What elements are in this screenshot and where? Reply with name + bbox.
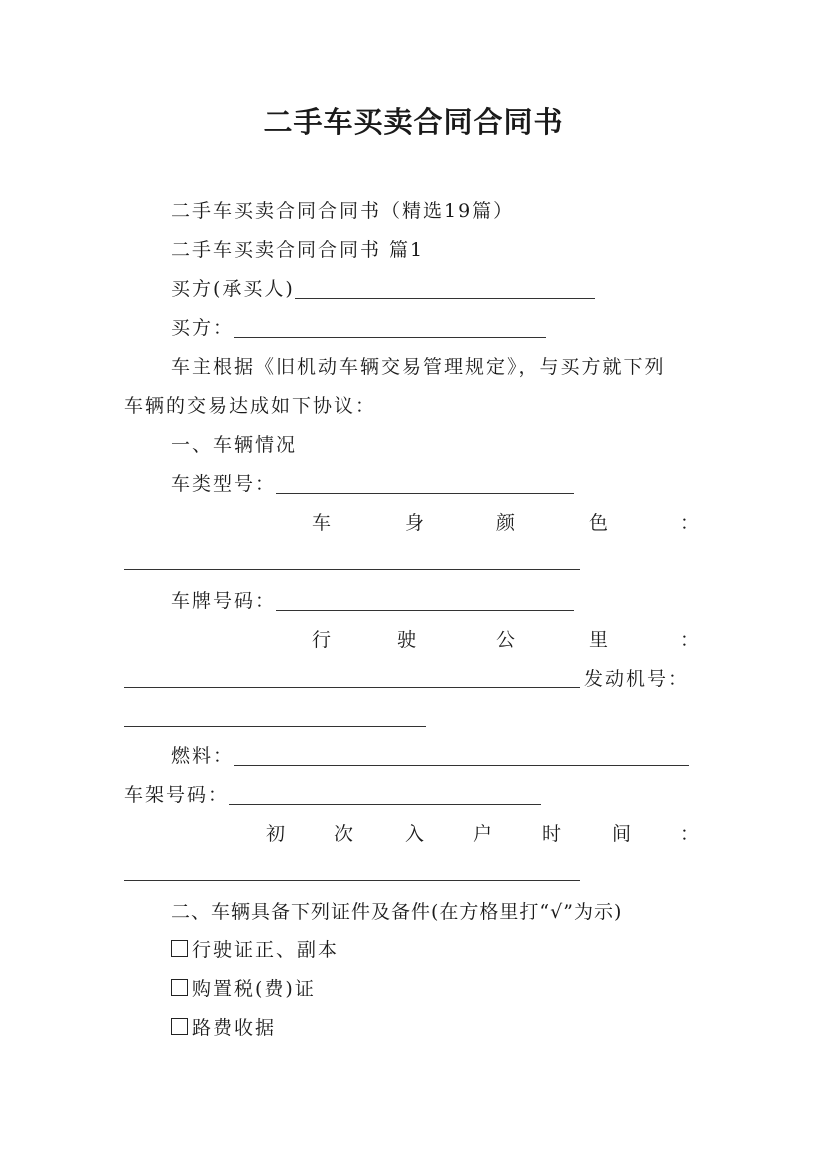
part2-heading: 二、车辆具备下列证件及备件(在方格里打“√”为示) xyxy=(171,901,623,923)
intro-line-1: 车主根据《旧机动车辆交易管理规定》，与买方就下列 xyxy=(171,356,666,378)
car-model-blank xyxy=(276,473,574,494)
checkbox[interactable] xyxy=(171,1018,188,1035)
first-reg-char: 时 xyxy=(542,823,562,845)
buyer-label: 买方(承买人) xyxy=(171,278,295,300)
plate-label: 车牌号码： xyxy=(171,590,277,612)
car-model-field xyxy=(171,469,574,499)
buyer2-blank xyxy=(234,317,546,338)
engine-label: 发动机号： xyxy=(584,668,690,690)
document-title: 二手车买卖合同合同书 xyxy=(263,105,564,139)
body-color-blank xyxy=(124,569,580,570)
mileage-char: 公 xyxy=(496,629,516,651)
first-reg-char: ： xyxy=(680,823,700,845)
first-reg-char: 初 xyxy=(266,823,286,845)
mileage-char: 里 xyxy=(589,629,609,651)
section-heading: 二手车买卖合同合同书 篇1 xyxy=(171,239,425,261)
body-color-char: ： xyxy=(680,512,700,534)
fuel-blank xyxy=(234,745,689,766)
body-color-char: 颜 xyxy=(496,512,516,534)
checklist-item-label: 购置税(费)证 xyxy=(192,978,316,1000)
checklist-item xyxy=(171,974,316,1004)
body-color-char: 车 xyxy=(312,512,332,534)
chassis-field xyxy=(124,780,541,810)
checklist-item xyxy=(171,1013,276,1043)
checklist-item-label: 路费收据 xyxy=(192,1017,277,1039)
mileage-char: 驶 xyxy=(397,629,417,651)
part1-heading: 一、车辆情况 xyxy=(171,434,298,456)
checkbox[interactable] xyxy=(171,979,188,996)
plate-blank xyxy=(276,590,574,611)
mileage-char: ： xyxy=(680,629,700,651)
chassis-blank xyxy=(229,784,541,805)
first-reg-char: 户 xyxy=(473,823,493,845)
first-reg-char: 次 xyxy=(334,823,354,845)
first-registration-blank xyxy=(124,880,580,881)
intro-line-2: 车辆的交易达成如下协议： xyxy=(124,395,377,417)
subtitle: 二手车买卖合同合同书（精选19篇） xyxy=(171,200,515,222)
mileage-char: 行 xyxy=(312,629,332,651)
buyer-field xyxy=(171,274,595,304)
car-model-label: 车类型号： xyxy=(171,473,277,495)
buyer2-label: 买方： xyxy=(171,317,235,339)
fuel-field xyxy=(171,741,689,771)
buyer2-field xyxy=(171,313,546,343)
chassis-label: 车架号码： xyxy=(124,784,230,806)
checklist-item xyxy=(171,935,339,965)
checkbox[interactable] xyxy=(171,940,188,957)
first-reg-char: 间 xyxy=(612,823,632,845)
first-reg-char: 入 xyxy=(405,823,425,845)
engine-blank xyxy=(124,726,426,727)
buyer-blank xyxy=(295,278,595,299)
body-color-char: 身 xyxy=(405,512,425,534)
mileage-blank xyxy=(124,687,580,688)
plate-field xyxy=(171,586,574,616)
body-color-char: 色 xyxy=(589,512,609,534)
fuel-label: 燃料： xyxy=(171,745,235,767)
checklist-item-label: 行驶证正、副本 xyxy=(192,939,340,961)
